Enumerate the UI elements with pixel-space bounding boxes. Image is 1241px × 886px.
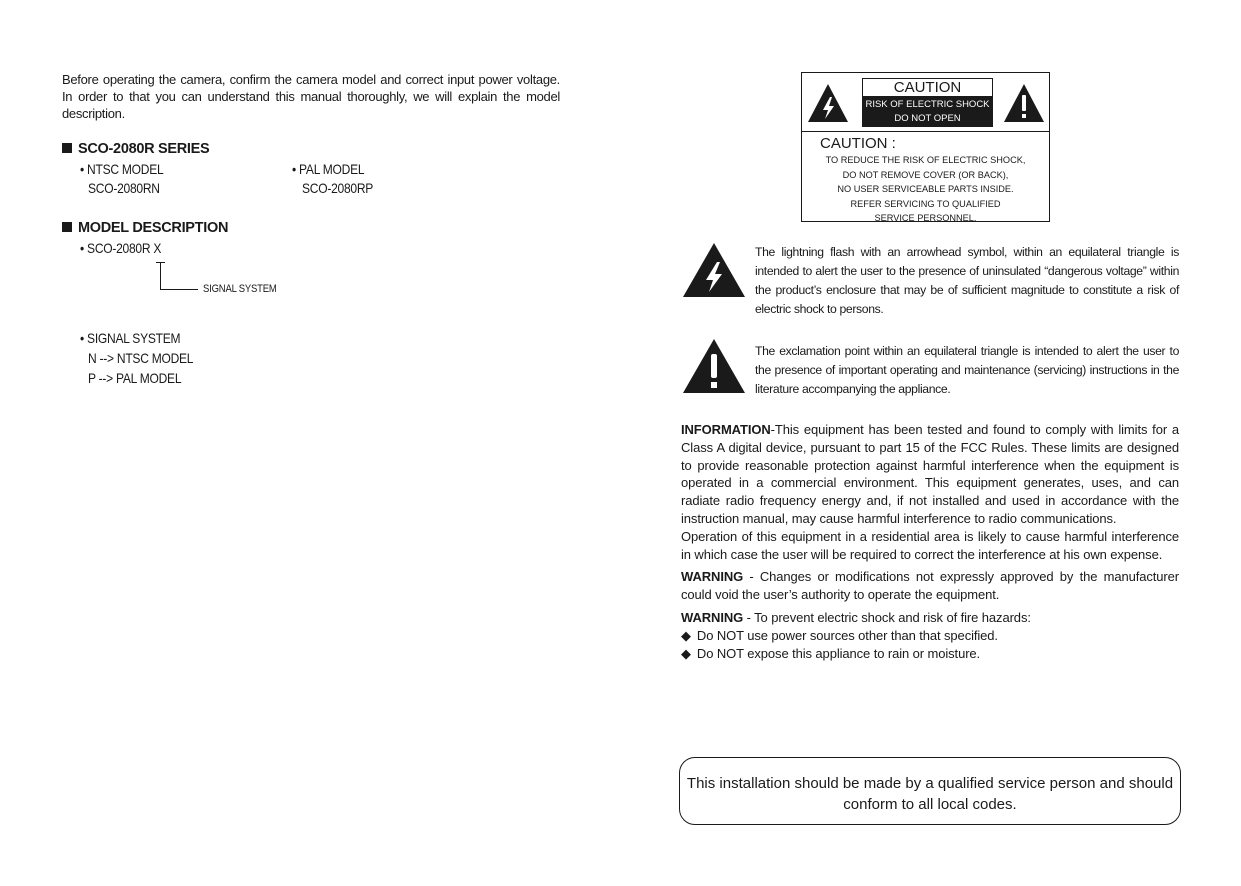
operation-paragraph: Operation of this equipment in a residential area is likely to cause harmful interference in which case the user will be required to correct the interference at his own expense. — [681, 528, 1179, 562]
signal-p: P --> PAL MODEL — [88, 370, 182, 386]
diamond-bullet-icon: ◆ — [681, 645, 691, 661]
fcc-information — [681, 421, 1179, 662]
signal-system-heading: • SIGNAL SYSTEM — [80, 330, 181, 346]
warning-bullet: ◆ Do NOT expose this appliance to rain or moisture. — [681, 645, 981, 661]
warning2-paragraph — [681, 609, 1179, 627]
warning-bullet: ◆ Do NOT use power sources other than that specified. — [681, 627, 998, 643]
lightning-description: The lightning flash with an arrowhead symbol, within an equilateral triangle is intended to alert the user to the presence of uninsulated “dangerous voltage” within the product’s enclosure that may be of sufficient magnitude to constitute a risk of electric shock to persons. — [755, 245, 1179, 316]
warning2-text: - To prevent electric shock and risk of fire hazards: — [743, 609, 1031, 625]
intro-text: Before operating the camera, confirm the camera model and correct input power voltage. In order to that you can understand this manual thoroughly, we will explain the model description. — [62, 72, 560, 121]
caution-body-line: TO REDUCE THE RISK OF ELECTRIC SHOCK, — [825, 155, 1026, 165]
information-label: INFORMATION — [681, 422, 771, 437]
caution-body-line: SERVICE PERSONNEL. — [874, 213, 977, 223]
caution-dark-band — [862, 97, 993, 127]
caution-label — [801, 72, 1050, 222]
ntsc-model: SCO-2080RN — [88, 180, 160, 196]
warning1-label: WARNING — [681, 569, 744, 585]
caution-body-line: REFER SERVICING TO QUALIFIED — [850, 198, 1001, 209]
pal-model: SCO-2080RP — [302, 180, 374, 196]
bracket-vertical — [160, 262, 161, 289]
intro-paragraph — [62, 71, 560, 122]
ntsc-label: • NTSC MODEL — [80, 161, 164, 177]
exclamation-description: The exclamation point within an equilateral triangle is intended to alert the user to the presence of important operating and maintenance (servicing) instructions in the literature accompanying the appliance. — [755, 344, 1179, 396]
pal-label: • PAL MODEL — [292, 161, 365, 177]
exclamation-triangle-icon — [682, 338, 746, 394]
exclamation-warning-icon — [1003, 83, 1045, 123]
caution-center-label — [862, 78, 993, 127]
square-bullet-icon — [62, 222, 72, 232]
bracket-label: SIGNAL SYSTEM — [203, 283, 277, 295]
series-section-title: SCO-2080R SERIES — [62, 141, 209, 157]
signal-n: N --> NTSC MODEL — [88, 350, 194, 366]
bracket-horizontal — [160, 289, 198, 290]
diamond-bullet-icon: ◆ — [681, 627, 691, 643]
lightning-warning-icon — [807, 83, 849, 123]
caution-body-line: NO USER SERVICEABLE PARTS INSIDE. — [837, 184, 1014, 194]
model-code: • SCO-2080R X — [80, 240, 162, 256]
caution-body — [802, 153, 1049, 226]
left-page — [0, 0, 620, 886]
installation-notice: This installation should be made by a qualified service person and should conform to all local codes. — [679, 757, 1181, 825]
warning2-label: WARNING — [681, 609, 744, 625]
information-paragraph — [681, 421, 1179, 528]
lightning-triangle-icon — [682, 242, 746, 298]
caution-heading: CAUTION : — [820, 135, 896, 152]
square-bullet-icon — [62, 143, 72, 153]
caution-divider — [802, 131, 1049, 132]
warning1-text: - Changes or modifications not expressly approved by the manufacturer could void the user’s authority to operate the equipment. — [681, 569, 1179, 603]
caution-body-line: DO NOT REMOVE COVER (OR BACK), — [842, 169, 1009, 180]
model-description-title: MODEL DESCRIPTION — [62, 220, 228, 236]
caution-line2: DO NOT OPEN — [894, 113, 961, 124]
warning1-paragraph — [681, 568, 1179, 604]
caution-line1: RISK OF ELECTRIC SHOCK — [865, 99, 990, 110]
information-text: -This equipment has been tested and found to comply with limits for a Class A digital device, pursuant to part 15 of the FCC Rules. These limits are designed to provide reasonable protection against harmful interference when the equipment is operated in a commercial environment. This equipment generates, uses, and can radiate radio frequency energy and, if not installed and used in accordance with the instruction manual, may cause harmful interference to radio communications. — [681, 422, 1179, 526]
caution-caption: CAUTION — [862, 78, 993, 97]
